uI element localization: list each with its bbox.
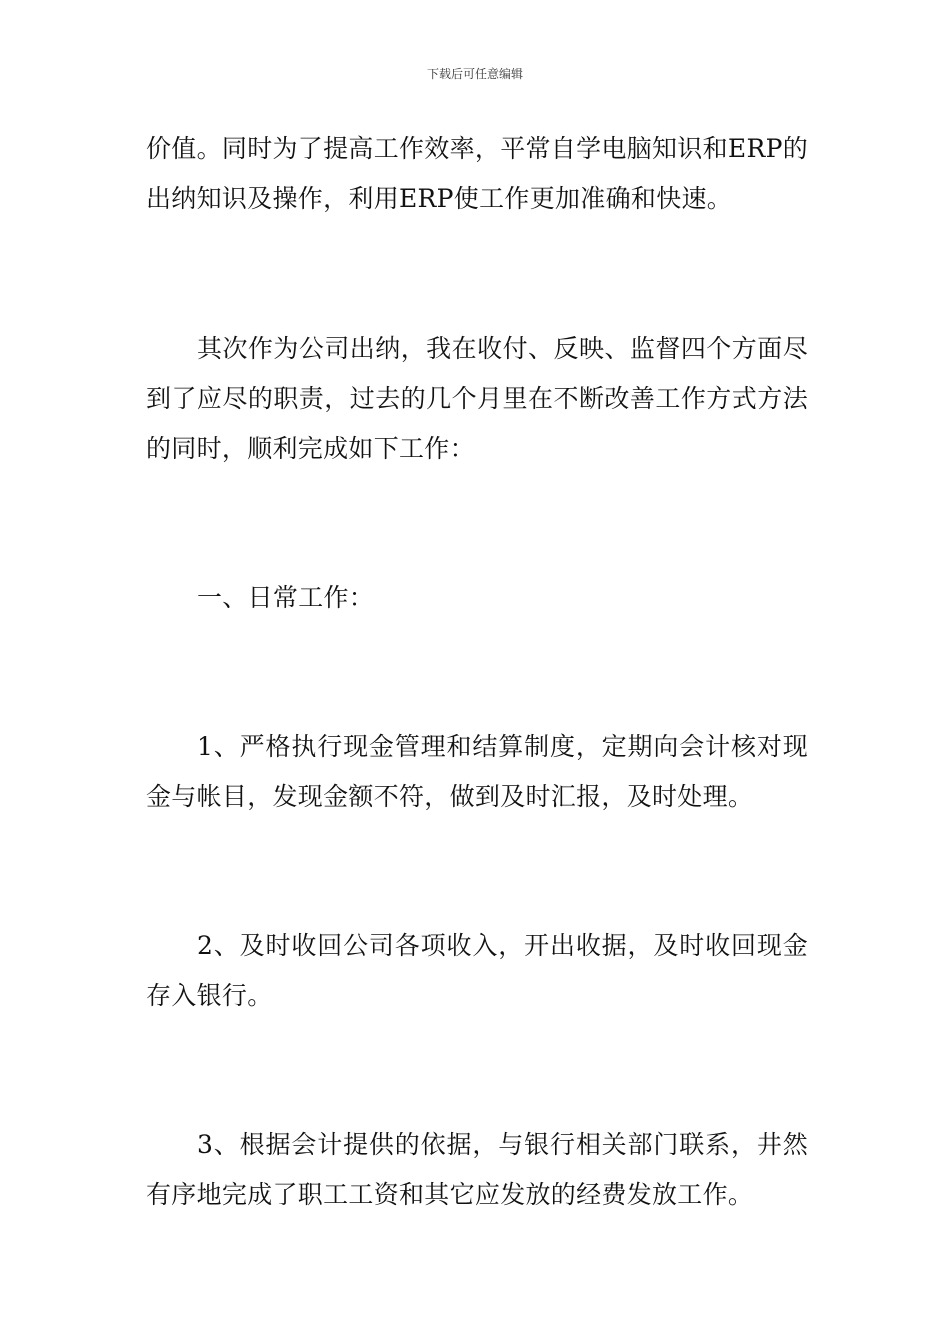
list-item-1: 1、严格执行现金管理和结算制度，定期向会计核对现金与帐目，发现金额不符，做到及时汇报，及时处理。 bbox=[146, 732, 808, 811]
page-header-note: 下载后可任意编辑 bbox=[426, 67, 523, 81]
paragraph-cashier-duties: 其次作为公司出纳，我在收付、反映、监督四个方面尽到了应尽的职责，过去的几个月里在不断改善工作方式方法的同时，顺利完成如下工作： bbox=[146, 334, 808, 463]
list-item-3: 3、根据会计提供的依据，与银行相关部门联系，井然有序地完成了职工工资和其它应发放的经费发放工作。 bbox=[146, 1130, 808, 1209]
section-heading-daily-work: 一、日常工作： bbox=[197, 583, 375, 612]
list-item-2: 2、及时收回公司各项收入，开出收据，及时收回现金存入银行。 bbox=[146, 931, 808, 1010]
paragraph-value-continuation: 价值。同时为了提高工作效率，平常自学电脑知识和ERP的出纳知识及操作，利用ERP使工作更加准确和快速。 bbox=[146, 134, 808, 213]
